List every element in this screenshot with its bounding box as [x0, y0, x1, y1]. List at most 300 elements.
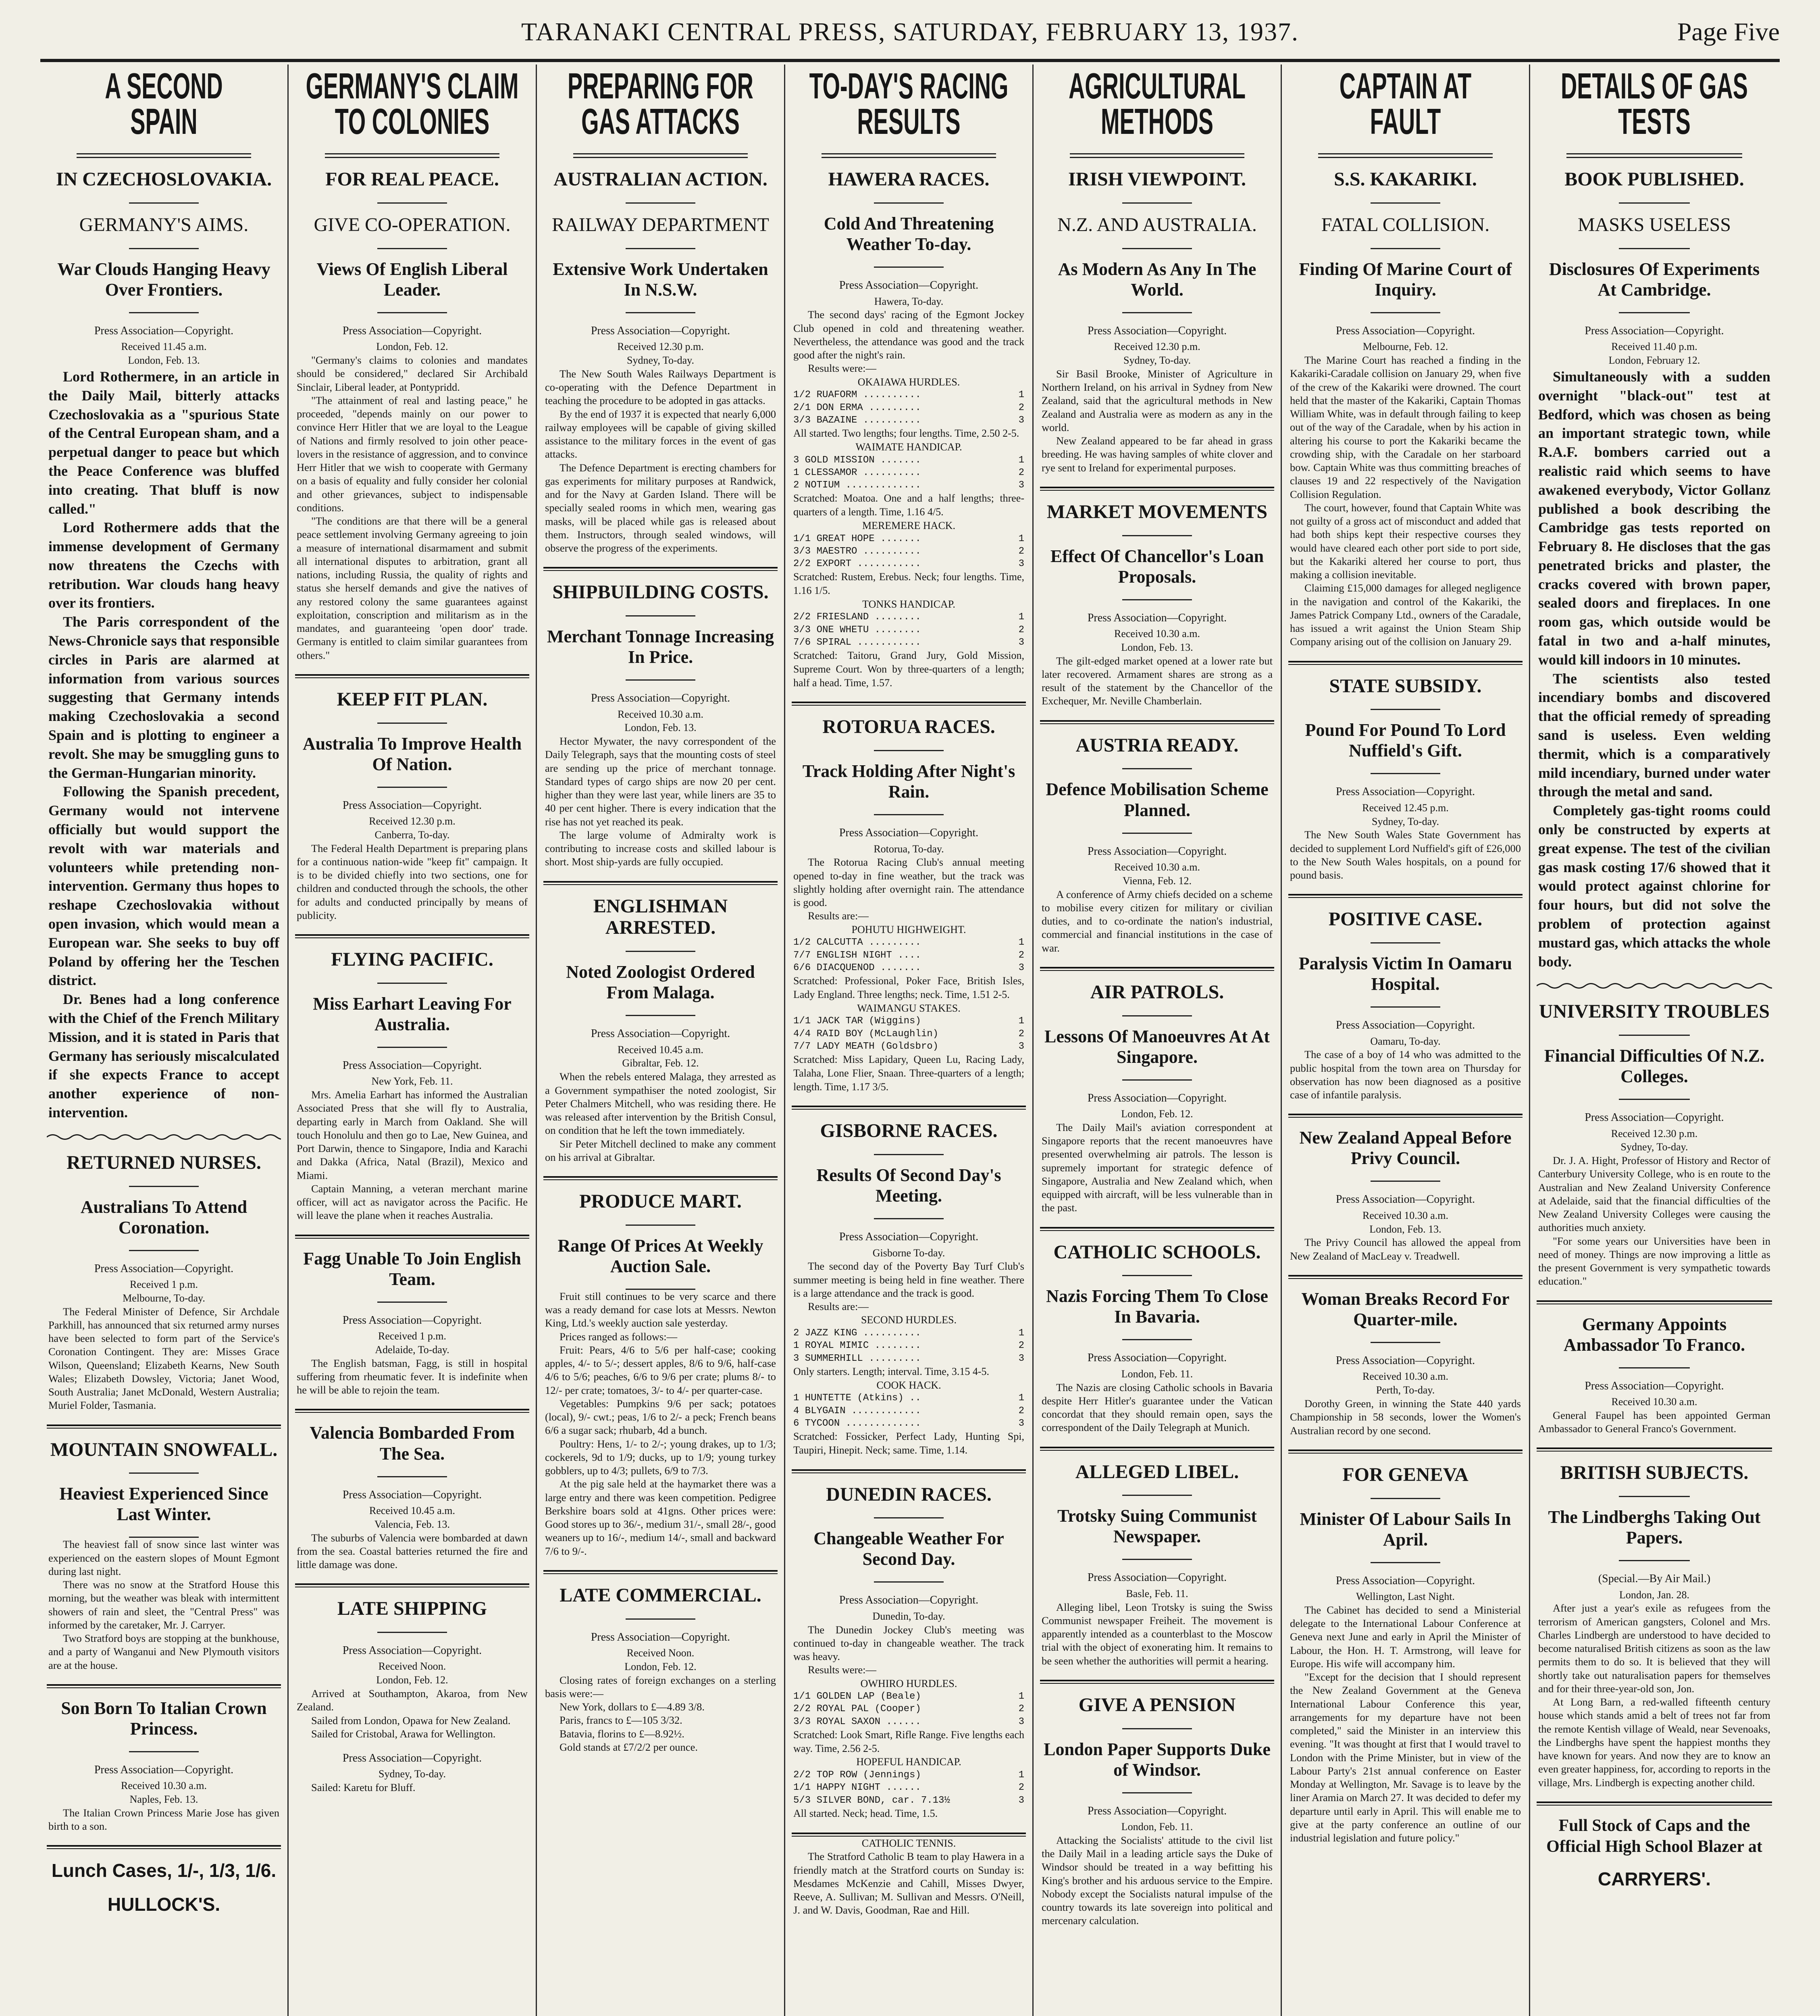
story-headline: Miss Earhart Leaving For Australia. — [313, 993, 512, 1034]
result-horse: 7/7 LADY MEATH (Goldsbro) — [793, 1041, 939, 1052]
story-headline: Australians To Attend Coronation. — [80, 1197, 248, 1237]
paragraph: Mrs. Amelia Earhart has informed the Australian Associated Press that she will fly to Australia, departing early in March from Oakland. She will touch Honolulu and then go to Lae, New Guinea, and Port Darwin, thence to Singapore, India and Karachi and Dakka (Africa, Natal (Brazil), Mexico and Miami. — [297, 1089, 528, 1181]
section-heading: AUSTRALIAN ACTION. — [553, 169, 768, 190]
credit-line: Press Association—Copyright. — [591, 1631, 730, 1643]
result-horse: 1/1 GREAT HOPE ....... — [793, 533, 921, 544]
result-place: 1 — [1018, 533, 1024, 544]
story-headline: Trotsky Suing Communist Newspaper. — [1057, 1506, 1257, 1547]
paragraph: Dr. J. A. Hight, Professor of History and Rector of Canterbury University College, who is en route to the Australian and New Zealand University Conference at Adelaide, said that the financial difficulties of the New Zealand University Colleges were causing the authorities much anxiety. — [1538, 1154, 1770, 1234]
dateline: OWHIRO HURDLES. — [860, 1677, 957, 1689]
credit-line: Press Association—Copyright. — [342, 324, 482, 337]
divider — [1288, 1450, 1523, 1454]
story-headline: Disclosures Of Experiments At Cambridge. — [1549, 259, 1760, 300]
divider — [543, 1176, 778, 1180]
dateline: WAIMANGU STAKES. — [857, 1002, 961, 1014]
divider — [1122, 1079, 1192, 1081]
result-horse: 2/2 FRIESLAND ........ — [793, 612, 921, 623]
section-heading: RETURNED NURSES. — [67, 1152, 261, 1173]
result-horse: 7/7 ENGLISH NIGHT .... — [793, 950, 921, 961]
result-line — [793, 949, 1024, 962]
lead-paragraph: The scientists also tested incendiary bombs and discovered that the official remedy of spreading sand is useless. Even welding thermit, which is a comparatively mild incendiary, burned under water through the metal and sand. — [1538, 670, 1770, 800]
paragraph: Sailed for Cristobal, Arawa for Wellington. — [311, 1727, 496, 1740]
dateline: Adelaide, To-day. — [375, 1343, 449, 1356]
divider — [325, 153, 499, 158]
dateline: CATHOLIC TENNIS. — [861, 1837, 956, 1849]
dateline: Perth, To-day. — [1376, 1384, 1435, 1396]
divider — [1537, 1801, 1772, 1806]
dateline: MEREMERE HACK. — [862, 519, 956, 531]
credit-line: Press Association—Copyright. — [591, 692, 730, 705]
dateline: London, Jan. 28. — [1619, 1589, 1690, 1601]
section-heading: IN CZECHOSLOVAKIA. — [56, 169, 272, 190]
dateline: Valencia, Feb. 13. — [374, 1518, 450, 1530]
story-headline: Fagg Unable To Join English Team. — [303, 1248, 521, 1289]
section-heading: STATE SUBSIDY. — [1329, 675, 1482, 697]
divider — [129, 1250, 199, 1251]
sub-heading: GIVE CO-OPERATION. — [314, 214, 511, 236]
wavy-divider — [47, 1133, 281, 1141]
dateline: Sydney, To-day. — [379, 1768, 446, 1780]
credit-line: Press Association—Copyright. — [1585, 1111, 1724, 1124]
section-heading: FLYING PACIFIC. — [331, 949, 493, 971]
columns-container — [40, 65, 1780, 2016]
result-place: 2 — [1018, 402, 1024, 413]
story-headline: Noted Zoologist Ordered From Malaga. — [566, 962, 755, 1003]
paragraph: When the rebels entered Malaga, they arrested as a Government sympathiser the noted zoologist, Sir Peter Chalmers Mitchell, who was residing there. He was released after intervention by the British Consul, on condition that he left the town immediately. — [545, 1070, 776, 1137]
masthead-title: TARANAKI CENTRAL PRESS, SATURDAY, FEBRUARY 13, 1937. — [521, 17, 1299, 46]
section-heading: BRITISH SUBJECTS. — [1560, 1462, 1749, 1484]
story-headline: Defence Mobilisation Scheme Planned. — [1046, 779, 1269, 820]
credit-line: Press Association—Copyright. — [591, 324, 730, 337]
result-place: 3 — [1018, 1418, 1024, 1429]
section-heading: DUNEDIN RACES. — [826, 1483, 992, 1505]
divider — [874, 202, 944, 204]
divider — [874, 1218, 944, 1219]
dateline: WAIMATE HANDICAP. — [855, 441, 962, 453]
result-horse: 2 JAZZ KING .......... — [793, 1328, 921, 1339]
column-3 — [537, 65, 785, 2016]
result-line — [793, 1339, 1024, 1352]
dateline: Wellington, Last Night. — [1356, 1590, 1455, 1602]
section-heading: MARKET MOVEMENTS — [1046, 501, 1268, 523]
result-horse: 3/3 MAESTRO .......... — [793, 546, 921, 557]
divider — [1371, 202, 1440, 204]
dateline: Received 10.45 a.m. — [369, 1504, 455, 1516]
result-line — [793, 1794, 1024, 1807]
result-place: 2 — [1018, 1340, 1024, 1352]
paragraph: At the pig sale held at the haymarket there was a large entry and there was keen competition. Pedigree Berkshire boars sold at 41gns. Other prices were: Good stores up to 36/-, medium 31/-, small 28/-, good weaners up to 16/-, medium 14/-, small and backward 7/6 to 9/-. — [545, 1478, 776, 1557]
divider — [1371, 312, 1440, 313]
paragraph: Alleging libel, Leon Trotsky is suing the Swiss Communist newspaper Freiheit. The movement is apparently intended as a counterblast to the Moscow trial with the object of exonerating him. It remains to be seen whether the authorities will permit a hearing. — [1042, 1601, 1273, 1667]
main-headline: DETAILS OF GAS TESTS — [1561, 66, 1748, 142]
dateline: Received 10.30 a.m. — [1611, 1396, 1697, 1408]
dateline: Received 1 p.m. — [378, 1330, 446, 1342]
divider — [792, 702, 1026, 706]
lead-paragraph: The Paris correspondent of the News-Chronicle says that responsible circles in Paris are alarmed at information from various sources suggesting that Germany intends making Czechoslovakia a second Spain and is plotting to engineer a revolt. She may be smuggling guns to the German-Hungarian minority. — [48, 614, 279, 781]
result-line — [793, 1781, 1024, 1794]
section-heading: LATE COMMERCIAL. — [560, 1584, 761, 1606]
result-place: 2 — [1018, 950, 1024, 961]
dateline: TONKS HANDICAP. — [862, 598, 955, 610]
story-headline: Heaviest Experienced Since Last Winter. — [59, 1484, 268, 1524]
story-headline: Lessons Of Manoeuvres At At Singapore. — [1044, 1026, 1270, 1067]
result-place: 2 — [1018, 624, 1024, 635]
page-number: Page Five — [1677, 17, 1780, 46]
divider — [543, 881, 778, 885]
story-headline: Paralysis Victim In Oamaru Hospital. — [1298, 954, 1512, 994]
result-place: 3 — [1018, 558, 1024, 569]
dateline: Received 10.30 a.m. — [1114, 861, 1200, 873]
divider — [1122, 833, 1192, 834]
paragraph: After just a year's exile as refugees from the terrorism of American gangsters, Colonel and Mrs. Charles Lindbergh are understood to have decided to become naturalised British citizens as soon as the law permits them to do so. It is believed that they will shortly take out naturalisation papers for themselves and for their three-year-old son, Jon. — [1538, 1602, 1770, 1695]
divider — [1537, 1300, 1772, 1304]
divider — [129, 1751, 199, 1752]
divider — [1122, 1728, 1192, 1729]
divider — [377, 1302, 447, 1303]
paragraph: The gilt-edged market opened at a lower rate but later recovered. Armament shares are strong as a result of the statement by the Chancellor of the Exchequer, Mr. Neville Chamberlain. — [1042, 654, 1273, 707]
dateline: Basle, Feb. 11. — [1126, 1587, 1188, 1599]
section-heading: ROTORUA RACES. — [822, 716, 995, 738]
divider — [1040, 487, 1274, 491]
dateline: Received 12.30 p.m. — [617, 341, 704, 353]
story-headline: Changeable Weather For Second Day. — [813, 1529, 1004, 1569]
result-horse: 1 HUNTETTE (Atkins) .. — [793, 1393, 921, 1404]
credit-line: Press Association—Copyright. — [839, 279, 979, 292]
dateline: Received 10.30 a.m. — [1362, 1370, 1448, 1383]
result-place: 1 — [1018, 1016, 1024, 1027]
paragraph: The court, however, found that Captain White was not guilty of a gross act of misconduct and added that had both ships kept their respective courses they would have cleared each other port side to port side, but the Kakariki altered her course to port, thus making a collision inevitable. — [1290, 501, 1521, 581]
credit-line: Press Association—Copyright. — [1087, 845, 1227, 858]
main-headline: CAPTAIN AT FAULT — [1339, 66, 1472, 142]
story-headline: War Clouds Hanging Heavy Over Frontiers. — [57, 259, 270, 300]
story-headline: Financial Difficulties Of N.Z. Colleges. — [1544, 1046, 1765, 1087]
divider — [1371, 1342, 1440, 1343]
dateline: Oamaru, To-day. — [1370, 1035, 1441, 1047]
dateline: London, February 12. — [1608, 354, 1700, 367]
paragraph: "The conditions are that there will be a general peace settlement involving Germany agreeing to join a measure of international disarmament and submit all international disputes to arbitration, grant all nations, including Russia, the quality of rights and status she herself demands and give the natives of any restored colony the same guarantees against exploitation, conscription and militarism as in the mandates, and guaranteeing 'open door' trade. Germany is entitled to claim similar guarantees from others." — [297, 515, 528, 661]
main-headline: A SECOND SPAIN — [105, 66, 223, 142]
divider — [295, 934, 529, 938]
credit-line: Press Association—Copyright. — [1335, 1193, 1475, 1206]
story-headline: Track Holding After Night's Rain. — [802, 761, 1015, 802]
result-line — [793, 1015, 1024, 1027]
dateline: Received 10.30 a.m. — [121, 1780, 207, 1792]
paragraph: Fruit: Pears, 4/6 to 5/6 per half-case; cooking apples, 4/- to 5/-; dessert apples, 8/6 to 9/6, half-case 4/6 to 5/6; peaches, 6/6 to 9/6 per crate; plums 8/- to 12/- per crate; tomatoes, 3/- to 4/- per quarter-case. — [545, 1343, 776, 1396]
story-headline: Range Of Prices At Weekly Auction Sale. — [557, 1235, 763, 1276]
dateline: London, Feb. 11. — [1121, 1820, 1193, 1833]
paragraph: Prices ranged as follows:— — [560, 1330, 678, 1343]
masthead — [40, 11, 1780, 62]
result-place: 1 — [1018, 612, 1024, 623]
dateline: Dunedin, To-day. — [872, 1610, 945, 1622]
divider — [792, 1469, 1026, 1473]
paragraph: Sir Peter Mitchell declined to make any comment on his arrival at Gibraltar. — [545, 1137, 776, 1163]
credit-line: Press Association—Copyright. — [342, 1644, 482, 1657]
result-horse: 3 GOLD MISSION ....... — [793, 454, 921, 466]
credit-line: Press Association—Copyright. — [94, 1262, 234, 1275]
dateline: Received 10.30 a.m. — [1362, 1209, 1448, 1221]
dateline: Gibraltar, Feb. 12. — [622, 1057, 699, 1069]
result-line — [793, 962, 1024, 974]
race-note: Scratched: Miss Lapidary, Queen Lu, Racing Lady, Talaha, Lone Flier, Snaan. Three-quarters of a length; length. Time, 1.17 3/5. — [793, 1054, 1024, 1093]
divider — [377, 248, 447, 249]
paragraph: Sailed from London, Opawa for New Zealand. — [311, 1714, 511, 1727]
story-headline: Germany Appoints Ambassador To Franco. — [1563, 1314, 1745, 1355]
divider — [1040, 720, 1274, 724]
story-headline: Views Of English Liberal Leader. — [316, 259, 508, 300]
dateline: Received 10.30 a.m. — [1114, 628, 1200, 640]
credit-line: Press Association—Copyright. — [1335, 1574, 1475, 1587]
section-heading: MOUNTAIN SNOWFALL. — [50, 1439, 278, 1460]
dateline: London, Feb. 12. — [376, 341, 448, 353]
story-headline: Effect Of Chancellor's Loan Proposals. — [1050, 546, 1264, 587]
paragraph: New Zealand appeared to be far ahead in grass breeding. He was having samples of white clover and rye sent to Ireland for experimental purposes. — [1042, 435, 1273, 474]
divider — [1288, 1114, 1523, 1118]
paragraph: By the end of 1937 it is expected that nearly 6,000 railway employees will be capable of giving skilled assistance to the military forces in the event of gas attacks. — [545, 408, 776, 460]
result-place: 2 — [1018, 1782, 1024, 1793]
dateline: Naples, Feb. 13. — [129, 1793, 198, 1806]
paragraph: The English batsman, Fagg, is still in hospital suffering from rheumatic fever. It is indefinite when he will be able to rejoin the team. — [297, 1357, 528, 1396]
divider — [1122, 535, 1192, 536]
divider — [129, 1186, 199, 1187]
divider — [874, 1581, 944, 1583]
story-headline: Pound For Pound To Lord Nuffield's Gift. — [1305, 720, 1506, 761]
paragraph: Poultry: Hens, 1/- to 2/-; young drakes, up to 1/3; cockerels, 9d to 1/9; ducks, up to 1/9; young turkey gobblers, up to 4/3; pullets, 6/9 to 7/3. — [545, 1437, 776, 1477]
divider — [543, 1570, 778, 1574]
paragraph: Claiming £15,000 damages for alleged negligence in the navigation and control of the Kakariki, the James Patrick Company Ltd., owners of the Caradale, has issued a writ against the Union Steam Ship Company arising out of the collision on January 29. — [1290, 582, 1521, 648]
divider — [1619, 1496, 1690, 1497]
credit-line: Press Association—Copyright. — [94, 1763, 234, 1776]
result-place: 3 — [1018, 1795, 1024, 1806]
result-line — [793, 611, 1024, 623]
result-line — [793, 414, 1024, 427]
paragraph: Fruit still continues to be very scarce and there was a ready demand for case lots at Messrs. Newton King, Ltd.'s weekly auction sale yesterday. — [545, 1290, 776, 1329]
paragraph: The second day of the Poverty Bay Turf Club's summer meeting is being held in fine weather. There is a large attendance and the track is good. — [793, 1260, 1024, 1299]
credit-line: Press Association—Copyright. — [591, 1027, 730, 1040]
credit-line: Press Association—Copyright. — [1585, 324, 1724, 337]
dateline: Received Noon. — [626, 1647, 695, 1659]
column-4 — [785, 65, 1034, 2016]
result-line — [793, 1327, 1024, 1339]
result-horse: 6 TYCOON ............. — [793, 1418, 921, 1429]
result-place: 3 — [1018, 479, 1024, 491]
result-place: 2 — [1018, 1028, 1024, 1039]
section-heading: S.S. KAKARIKI. — [1334, 169, 1477, 190]
paragraph: The case of a boy of 14 who was admitted to the public hospital from the town area on Thursday for observation has now been diagnosed as a positive case of infantile paralysis. — [1290, 1048, 1521, 1101]
sub-heading: MASKS USELESS — [1577, 214, 1731, 236]
divider — [626, 615, 695, 616]
section-heading: BOOK PUBLISHED. — [1564, 169, 1744, 190]
divider — [377, 1047, 447, 1048]
result-place: 3 — [1018, 1353, 1024, 1364]
result-place: 3 — [1018, 1041, 1024, 1052]
divider — [874, 1517, 944, 1518]
credit-line: Press Association—Copyright. — [1087, 1091, 1227, 1104]
dateline: Received 11.45 a.m. — [121, 341, 207, 353]
paragraph: General Faupel has been appointed German Ambassador to General Franco's Government. — [1538, 1409, 1770, 1435]
advertisement-text: Full Stock of Caps and the Official High School Blazer at — [1546, 1816, 1762, 1856]
section-heading: PRODUCE MART. — [579, 1191, 742, 1212]
divider — [792, 1106, 1026, 1110]
section-heading: FOR GENEVA — [1342, 1464, 1468, 1485]
dateline: London, Feb. 11. — [1121, 1368, 1193, 1380]
paragraph: The second days' racing of the Egmont Jockey Club opened in cold and threatening weather. Nevertheless, the attendance was good and the track good after the night's rain. — [793, 308, 1024, 361]
paragraph: The Nazis are closing Catholic schools in Bavaria despite Herr Hitler's guarantee under the Vatican concordat that they should remain open, says the correspondent of the Daily Telegraph at Munich. — [1042, 1381, 1273, 1434]
result-line — [793, 1690, 1024, 1703]
paragraph: Closing rates of foreign exchanges on a sterling basis were:— — [545, 1674, 776, 1699]
section-heading: GIVE A PENSION — [1078, 1694, 1236, 1716]
divider — [1040, 1680, 1274, 1684]
divider — [1040, 1447, 1274, 1451]
story-headline: Finding Of Marine Court of Inquiry. — [1299, 259, 1512, 300]
race-note: Scratched: Look Smart, Rifle Range. Five lengths each way. Time, 2.56 2-5. — [793, 1729, 1024, 1754]
paragraph: The New South Wales Railways Department is co-operating with the Defence Department in teaching the procedure to be adopted in gas attacks. — [545, 367, 776, 407]
paragraph: Dorothy Green, in winning the State 440 yards Championship in 58 seconds, lower the Women's Australian record by one second. — [1290, 1397, 1521, 1437]
divider — [1122, 1275, 1192, 1276]
credit-line: Press Association—Copyright. — [1087, 611, 1227, 624]
story-headline: New Zealand Appeal Before Privy Council. — [1299, 1128, 1512, 1168]
result-place: 1 — [1018, 1393, 1024, 1404]
result-place: 2 — [1018, 546, 1024, 557]
story-headline: Woman Breaks Record For Quarter-mile. — [1301, 1289, 1510, 1329]
divider — [822, 153, 996, 158]
result-place: 2 — [1018, 467, 1024, 478]
race-note: All started. Neck; head. Time, 1.5. — [793, 1807, 938, 1819]
credit-line: Press Association—Copyright. — [1335, 1354, 1475, 1367]
dateline: Vienna, Feb. 12. — [1122, 875, 1192, 887]
paragraph: The heaviest fall of snow since last winter was experienced on the eastern slopes of Mount Egmont during last night. — [48, 1538, 279, 1577]
dateline: London, Feb. 12. — [624, 1660, 697, 1672]
main-headline: GERMANY'S CLAIM TO COLONIES — [306, 66, 519, 142]
credit-line: Press Association—Copyright. — [94, 324, 234, 337]
result-line — [793, 389, 1024, 401]
result-line — [793, 1352, 1024, 1365]
divider — [1318, 153, 1493, 158]
result-line — [793, 1405, 1024, 1417]
credit-line: Press Association—Copyright. — [1335, 785, 1475, 798]
divider — [1288, 894, 1523, 898]
lead-paragraph: Lord Rothermere, in an article in the Daily Mail, bitterly attacks Czechoslovakia as a "spurious State of the Central European sham, and a perpetual danger to peace but which the Peace Conference was bluffed into creating. That bluff is now called." — [48, 368, 279, 517]
result-horse: 7/6 SPIRAL ........... — [793, 637, 921, 648]
divider — [377, 202, 447, 204]
divider — [792, 1833, 1026, 1837]
divider — [874, 814, 944, 815]
paragraph: "For some years our Universities have been in need of money. Things are now improving a little as the present Government is very sympathetic towards education." — [1538, 1235, 1770, 1287]
paragraph: Vegetables: Pumpkins 9/6 per sack; potatoes (local), 9/- cwt.; peas, 1/6 to 2/- a peck; French beans 6/6 a sugar sack; rhubarb, 4d a bunch. — [545, 1397, 776, 1437]
dateline: Melbourne, Feb. 12. — [1362, 341, 1448, 353]
divider — [129, 312, 199, 313]
result-horse: 6/6 DIACQUENOD ....... — [793, 962, 921, 973]
paragraph: Captain Manning, a veteran merchant marine officer, will act as navigator across the Pacific. He will leave the plane when it reaches Australia. — [297, 1182, 528, 1222]
result-line — [793, 1392, 1024, 1404]
divider — [377, 787, 447, 788]
result-line — [793, 1716, 1024, 1728]
result-line — [793, 1028, 1024, 1040]
credit-line: Press Association—Copyright. — [1087, 1571, 1227, 1584]
result-place: 1 — [1018, 454, 1024, 466]
column-5 — [1034, 65, 1282, 2016]
paragraph: The Privy Council has allowed the appeal from New Zealand of MacLeay v. Treadwell. — [1290, 1236, 1521, 1262]
story-headline: The Lindberghs Taking Out Papers. — [1548, 1507, 1761, 1548]
paragraph: Results were:— — [808, 1664, 877, 1676]
result-line — [793, 1703, 1024, 1715]
divider — [1122, 202, 1192, 204]
dateline: Sydney, To-day. — [627, 354, 694, 367]
wavy-divider — [1537, 981, 1772, 990]
divider — [377, 1476, 447, 1477]
story-headline: Valencia Bombarded From The Sea. — [310, 1423, 515, 1464]
divider — [1122, 1792, 1192, 1793]
story-headline: Son Born To Italian Crown Princess. — [61, 1698, 267, 1739]
divider — [543, 567, 778, 571]
paragraph: The suburbs of Valencia were bombarded at dawn from the sea. Coastal batteries returned the fire and little damage was done. — [297, 1531, 528, 1571]
result-line — [793, 936, 1024, 949]
credit-line: Press Association—Copyright. — [1087, 324, 1227, 337]
divider — [1122, 312, 1192, 313]
divider — [1371, 942, 1440, 943]
dateline: London, Feb. 12. — [1121, 1108, 1193, 1120]
section-heading: ENGLISHMAN ARRESTED. — [593, 895, 728, 939]
dateline: Gisborne To-day. — [872, 1247, 945, 1259]
paragraph: Results were:— — [808, 362, 877, 375]
result-line — [793, 1040, 1024, 1053]
section-heading: SHIPBUILDING COSTS. — [552, 581, 769, 603]
divider — [129, 1472, 199, 1474]
dateline: HOPEFUL HANDICAP. — [856, 1756, 961, 1768]
divider — [1619, 1099, 1690, 1100]
credit-line: Press Association—Copyright. — [1087, 1352, 1227, 1364]
lead-paragraph: Following the Spanish precedent, Germany would not intervene officially but would support the revolt with war materials and volunteers while pretending non-intervention. Germany thus hopes to reshape Czechoslovakia without open invasion, which would mean a European war. She seeks to buy off Poland by offering her the Teschen district. — [48, 783, 279, 989]
dateline: Received 12.30 p.m. — [369, 815, 456, 827]
dateline: Received 10.45 a.m. — [618, 1043, 703, 1056]
divider — [1537, 1447, 1772, 1452]
result-horse: 4 BLYGAIN ............ — [793, 1405, 921, 1416]
column-2 — [289, 65, 537, 2016]
divider — [626, 248, 695, 249]
dateline: COOK HACK. — [876, 1379, 941, 1391]
result-line — [793, 402, 1024, 414]
divider — [1122, 599, 1192, 600]
result-place: 3 — [1018, 637, 1024, 648]
result-horse: 2/1 DON ERMA ......... — [793, 402, 921, 413]
result-horse: 1/2 RUAFORM .......... — [793, 389, 921, 401]
story-headline: Results Of Second Day's Meeting. — [816, 1165, 1001, 1206]
section-heading: AUSTRIA READY. — [1075, 734, 1239, 756]
main-headline: TO-DAY'S RACING RESULTS — [809, 66, 1009, 142]
result-place: 1 — [1018, 937, 1024, 948]
divider — [874, 267, 944, 268]
paragraph: A conference of Army chiefs decided on a scheme to mobilise every citizen for military or civilian duties, and to co-ordinate the nation's industrial, commercial and financial institutions in the case of war. — [1042, 888, 1273, 954]
section-heading: KEEP FIT PLAN. — [337, 688, 488, 710]
divider — [1288, 661, 1523, 665]
paragraph: "Germany's claims to colonies and mandates should be considered," declared Sir Archibald Sinclair, Liberal leader, at Pontypridd. — [297, 354, 528, 393]
story-headline: Extensive Work Undertaken In N.S.W. — [553, 259, 768, 300]
result-horse: 1/1 GOLDEN LAP (Beale) — [793, 1691, 921, 1702]
paragraph: The large volume of Admiralty work is contributing to increase costs and skilled labour is short. Most ship-yards are fully occupied. — [545, 829, 776, 868]
result-horse: 1/2 CALCUTTA ......... — [793, 937, 921, 948]
divider — [1122, 1495, 1192, 1496]
divider — [377, 983, 447, 984]
paragraph: "Except for the decision that I should represent the New Zealand Government at the Geneva International Labour Conference this year, arrangements for my departure have not been completed," said the Minister in an interview this evening. "It was thought at first that I would travel to London with the Prime Minister, but in view of the Labour Party's 21st annual conference on Easter Monday at Wellington, Mr. Savage is to leave by the liner Aramia on March 27. It was decided to defer my departure until early in April. This will enable me to give at the party conference an outline of our industrial legislation and future policy." — [1290, 1671, 1521, 1844]
dateline: Canberra, To-day. — [374, 829, 450, 841]
divider — [626, 951, 695, 952]
dateline: Received Noon. — [378, 1660, 446, 1672]
paragraph: The Defence Department is erecting chambers for gas experiments for military purposes at Randwick, and for the Navy at Garden Island. There will be specially sealed rooms in which men, wearing gas masks, will be placed while gas is released about them. Instructors, through sealed windows, will observe the progress of the experiments. — [545, 461, 776, 554]
result-horse: 1 CLESSAMOR .......... — [793, 467, 921, 478]
paragraph: New York, dollars to £—4.89 3/8. — [560, 1701, 705, 1713]
paragraph: Two Stratford boys are stopping at the bunkhouse, and a party of Wanganui and New Plymouth visitors are at the house. — [48, 1632, 279, 1671]
advertisement: CARRYERS'. — [1597, 1868, 1711, 1889]
